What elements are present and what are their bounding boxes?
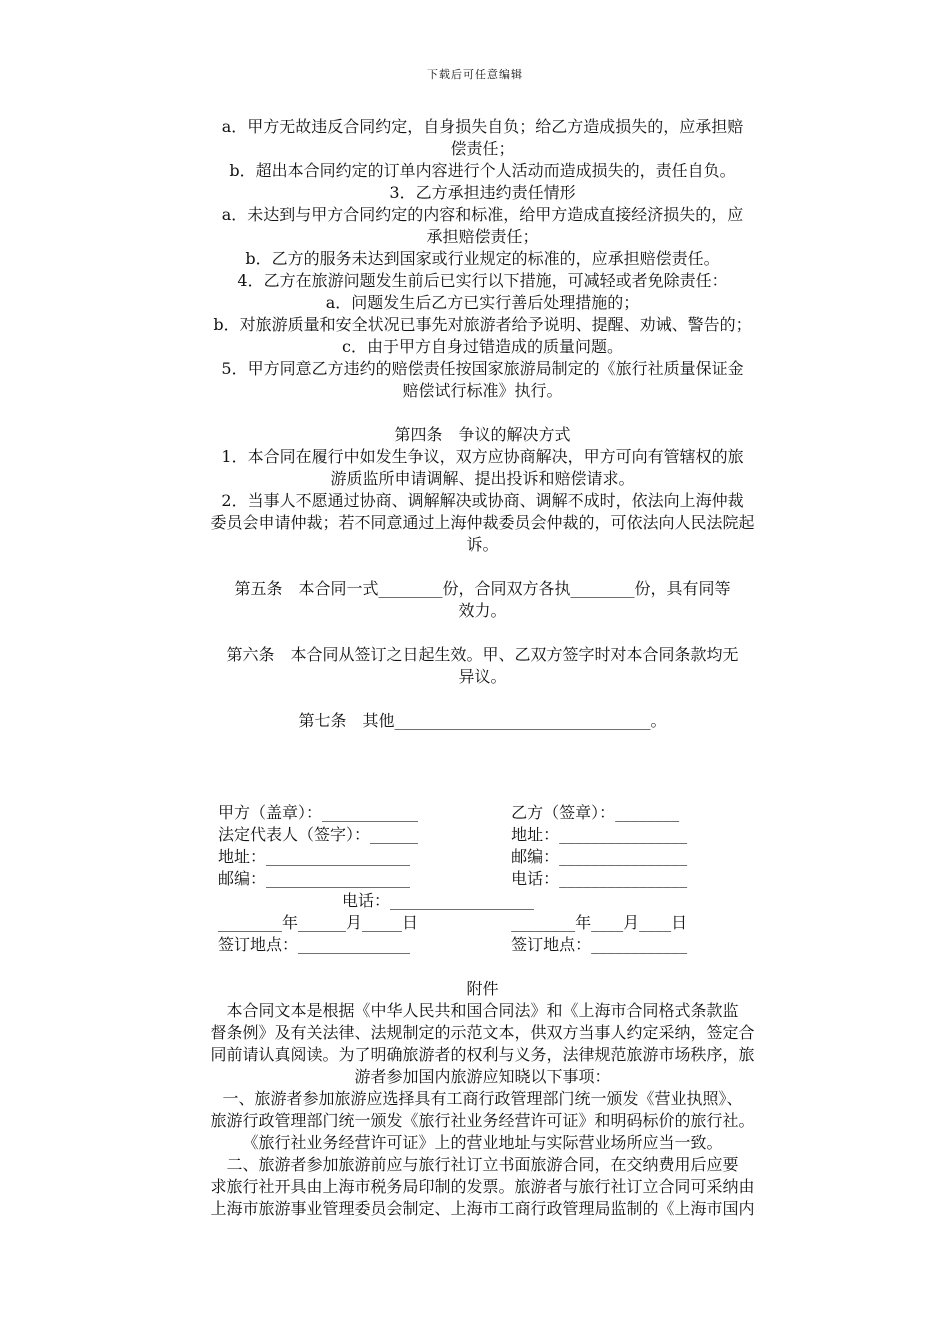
signature-row-postcode: [218, 868, 738, 890]
party-a-date-field: ________年______月_____日: [218, 913, 419, 932]
signature-block: [218, 802, 738, 956]
article-4-title: 第四条 争议的解决方式: [394, 425, 571, 444]
appendix-item2-line2: 求旅行社开具由上海市税务局印制的发票。旅游者与旅行社订立合同可采纳由: [210, 1177, 755, 1196]
appendix-intro-line3: 同前请认真阅读。为了明确旅游者的权利与义务，法律规范旅游市场秩序，旅: [210, 1045, 755, 1064]
signature-row-place: [218, 934, 738, 956]
party-a-seal-field: 甲方（盖章）：____________: [218, 803, 419, 822]
party-b-address-field: 地址：________________: [511, 825, 688, 844]
party-a-place-field: 签订地点：______________: [218, 935, 411, 954]
party-a-phone-field: 电话：__________________: [342, 891, 535, 910]
clause-b3: b．对旅游质量和安全状况已事先对旅游者给予说明、提醒、劝诫、警告的；: [213, 315, 752, 334]
legal-rep-field: 法定代表人（签字）：______: [218, 825, 419, 844]
article-4-p2-line3: 诉。: [466, 535, 499, 554]
signature-row-address: [218, 846, 738, 868]
clause-a2-line2: 承担赔偿责任；: [426, 227, 539, 246]
clause-4-heading: 4．乙方在旅游问题发生前后已实行以下措施，可减轻或者免除责任：: [237, 271, 728, 290]
clause-a3: a．问题发生后乙方已实行善后处理措施的；: [325, 293, 640, 312]
party-b-seal-field: 乙方（签章）：________: [511, 803, 680, 822]
clause-5-line2: 赔偿试行标准》执行。: [402, 381, 563, 400]
appendix-item1-line1: 一、旅游者参加旅游应选择具有工商行政管理部门统一颁发《营业执照》、: [222, 1089, 743, 1108]
clause-3-heading: 3．乙方承担违约责任情形: [389, 183, 576, 202]
clause-b2: b．乙方的服务未达到国家或行业规定的标准的，应承担赔偿责任。: [245, 249, 720, 268]
appendix-intro-line1: 本合同文本是根据《中华人民共和国合同法》和《上海市合同格式条款监: [226, 1001, 739, 1020]
appendix-intro-line4: 游者参加国内旅游应知晓以下事项：: [354, 1067, 611, 1086]
article-4-p2-line1: 2．当事人不愿通过协商、调解解决或协商、调解不成时，依法向上海仲裁: [221, 491, 744, 510]
signature-row-date: [218, 912, 738, 934]
document-body: [150, 116, 815, 1220]
clause-a1-line1: a．甲方无故违反合同约定，自身损失自负；给乙方造成损失的，应承担赔: [221, 117, 744, 136]
party-a-address-field: 地址：__________________: [218, 847, 411, 866]
page-header: 下载后可任意编辑: [427, 68, 523, 81]
appendix-item1-line3: 《旅行社业务经营许可证》上的营业地址与实际营业场所应当一致。: [242, 1133, 723, 1152]
article-7: 第七条 其他________________________________。: [298, 711, 667, 730]
appendix-item2-line3: 上海市旅游事业管理委员会制定、上海市工商行政管理局监制的《上海市国内: [210, 1199, 755, 1218]
signature-row-rep: [218, 824, 738, 846]
party-b-date-field: ________年____月____日: [511, 913, 688, 932]
article-5-line2: 效力。: [458, 601, 507, 620]
article-5-line1: 第五条 本合同一式________份，合同双方各执________份，具有同等: [234, 579, 731, 598]
article-6-line1: 第六条 本合同从签订之日起生效。甲、乙双方签字时对本合同条款均无: [226, 645, 739, 664]
clause-a1-line2: 偿责任；: [450, 139, 515, 158]
appendix-item2-line1: 二、旅游者参加旅游前应与旅行社订立书面旅游合同，在交纳费用后应要: [226, 1155, 739, 1174]
article-4-p1-line2: 游质监所申请调解、提出投诉和赔偿请求。: [330, 469, 635, 488]
article-4-p2-line2: 委员会申请仲裁；若不同意通过上海仲裁委员会仲裁的，可依法向人民法院起: [210, 513, 755, 532]
party-b-phone-field: 电话：________________: [511, 869, 688, 888]
article-6-line2: 异议。: [458, 667, 507, 686]
signature-row-seal: [218, 802, 738, 824]
party-b-postcode-field: 邮编：________________: [511, 847, 688, 866]
clause-c3: c．由于甲方自身过错造成的质量问题。: [342, 337, 623, 356]
clause-a2-line1: a．未达到与甲方合同约定的内容和标准，给甲方造成直接经济损失的，应: [221, 205, 744, 224]
clause-b1: b．超出本合同约定的订单内容进行个人活动而造成损失的，责任自负。: [229, 161, 736, 180]
appendix-title: 附件: [466, 979, 499, 998]
party-b-place-field: 签订地点：____________: [511, 935, 688, 954]
article-4-p1-line1: 1．本合同在履行中如发生争议，双方应协商解决，甲方可向有管辖权的旅: [221, 447, 744, 466]
appendix-item1-line2: 旅游行政管理部门统一颁发《旅行社业务经营许可证》和明码标价的旅行社。: [210, 1111, 755, 1130]
clause-5-line1: 5．甲方同意乙方违约的赔偿责任按国家旅游局制定的《旅行社质量保证金: [221, 359, 744, 378]
appendix-intro-line2: 督条例》及有关法律、法规制定的示范文本，供双方当事人约定采纳，签定合: [210, 1023, 755, 1042]
party-a-postcode-field: 邮编：__________________: [218, 869, 411, 888]
